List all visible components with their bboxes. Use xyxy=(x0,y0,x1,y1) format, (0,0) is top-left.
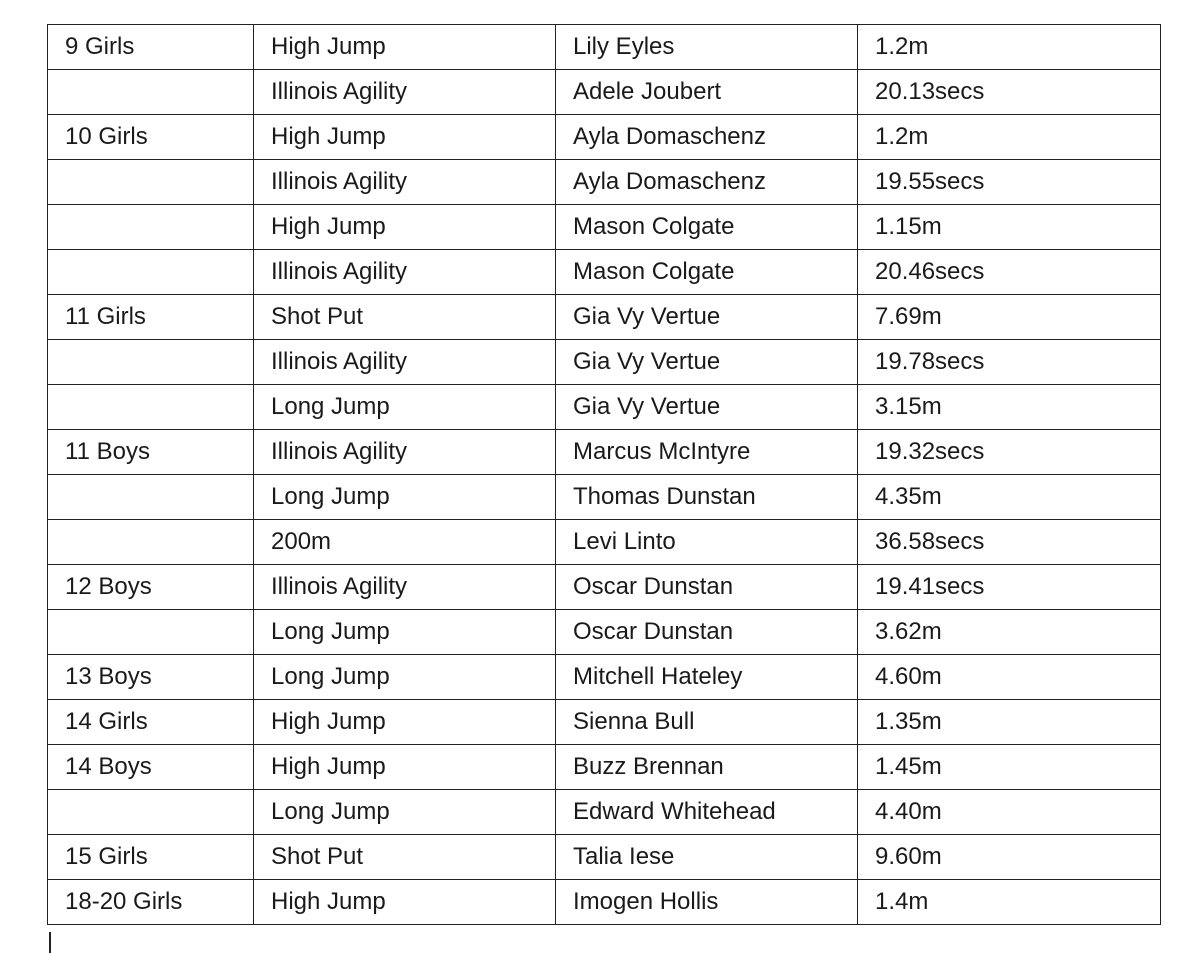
athlete-cell[interactable]: Imogen Hollis xyxy=(556,880,858,925)
age-group-cell[interactable] xyxy=(48,475,254,520)
result-cell[interactable]: 1.15m xyxy=(858,205,1161,250)
table-row xyxy=(48,25,1161,70)
age-group-cell[interactable] xyxy=(48,790,254,835)
result-cell[interactable]: 3.62m xyxy=(858,610,1161,655)
result-cell[interactable]: 1.2m xyxy=(858,25,1161,70)
result-cell[interactable]: 4.60m xyxy=(858,655,1161,700)
event-cell[interactable]: Long Jump xyxy=(254,790,556,835)
event-cell[interactable]: Long Jump xyxy=(254,655,556,700)
age-group-cell[interactable] xyxy=(48,205,254,250)
athlete-cell[interactable]: Mason Colgate xyxy=(556,205,858,250)
event-cell[interactable]: Shot Put xyxy=(254,295,556,340)
table-row xyxy=(48,610,1161,655)
text-cursor[interactable] xyxy=(49,932,51,953)
athlete-cell[interactable]: Adele Joubert xyxy=(556,70,858,115)
athlete-cell[interactable]: Mitchell Hateley xyxy=(556,655,858,700)
table-row xyxy=(48,655,1161,700)
result-cell[interactable]: 19.32secs xyxy=(858,430,1161,475)
result-cell[interactable]: 19.55secs xyxy=(858,160,1161,205)
table-row xyxy=(48,250,1161,295)
event-cell[interactable]: Long Jump xyxy=(254,610,556,655)
table-row xyxy=(48,700,1161,745)
table-row xyxy=(48,475,1161,520)
event-cell[interactable]: Illinois Agility xyxy=(254,565,556,610)
result-cell[interactable]: 1.2m xyxy=(858,115,1161,160)
age-group-cell[interactable]: 14 Boys xyxy=(48,745,254,790)
athlete-cell[interactable]: Ayla Domaschenz xyxy=(556,115,858,160)
event-cell[interactable]: Long Jump xyxy=(254,385,556,430)
age-group-cell[interactable]: 18-20 Girls xyxy=(48,880,254,925)
event-cell[interactable]: High Jump xyxy=(254,700,556,745)
result-cell[interactable]: 19.41secs xyxy=(858,565,1161,610)
table-row xyxy=(48,295,1161,340)
table-row xyxy=(48,205,1161,250)
result-cell[interactable]: 3.15m xyxy=(858,385,1161,430)
table-row xyxy=(48,835,1161,880)
athlete-cell[interactable]: Buzz Brennan xyxy=(556,745,858,790)
event-cell[interactable]: Long Jump xyxy=(254,475,556,520)
age-group-cell[interactable] xyxy=(48,610,254,655)
age-group-cell[interactable]: 12 Boys xyxy=(48,565,254,610)
age-group-cell[interactable]: 13 Boys xyxy=(48,655,254,700)
event-cell[interactable]: High Jump xyxy=(254,205,556,250)
table-row xyxy=(48,430,1161,475)
result-cell[interactable]: 19.78secs xyxy=(858,340,1161,385)
athlete-cell[interactable]: Thomas Dunstan xyxy=(556,475,858,520)
event-cell[interactable]: High Jump xyxy=(254,880,556,925)
age-group-cell[interactable] xyxy=(48,340,254,385)
event-cell[interactable]: 200m xyxy=(254,520,556,565)
event-cell[interactable]: High Jump xyxy=(254,745,556,790)
age-group-cell[interactable]: 15 Girls xyxy=(48,835,254,880)
table-row xyxy=(48,790,1161,835)
age-group-cell[interactable] xyxy=(48,160,254,205)
age-group-cell[interactable]: 10 Girls xyxy=(48,115,254,160)
result-cell[interactable]: 4.40m xyxy=(858,790,1161,835)
table-row xyxy=(48,385,1161,430)
event-cell[interactable]: Illinois Agility xyxy=(254,340,556,385)
event-cell[interactable]: Illinois Agility xyxy=(254,70,556,115)
athlete-cell[interactable]: Gia Vy Vertue xyxy=(556,385,858,430)
result-cell[interactable]: 36.58secs xyxy=(858,520,1161,565)
event-cell[interactable]: Shot Put xyxy=(254,835,556,880)
result-cell[interactable]: 1.45m xyxy=(858,745,1161,790)
table-row xyxy=(48,520,1161,565)
table-row xyxy=(48,565,1161,610)
age-group-cell[interactable]: 14 Girls xyxy=(48,700,254,745)
event-cell[interactable]: High Jump xyxy=(254,25,556,70)
table-row xyxy=(48,745,1161,790)
age-group-cell[interactable]: 11 Girls xyxy=(48,295,254,340)
table-row xyxy=(48,340,1161,385)
athlete-cell[interactable]: Sienna Bull xyxy=(556,700,858,745)
athlete-cell[interactable]: Marcus McIntyre xyxy=(556,430,858,475)
athlete-cell[interactable]: Lily Eyles xyxy=(556,25,858,70)
result-cell[interactable]: 1.4m xyxy=(858,880,1161,925)
event-cell[interactable]: Illinois Agility xyxy=(254,430,556,475)
athlete-cell[interactable]: Mason Colgate xyxy=(556,250,858,295)
athlete-cell[interactable]: Oscar Dunstan xyxy=(556,565,858,610)
table-row xyxy=(48,880,1161,925)
athlete-cell[interactable]: Ayla Domaschenz xyxy=(556,160,858,205)
result-cell[interactable]: 4.35m xyxy=(858,475,1161,520)
athlete-cell[interactable]: Gia Vy Vertue xyxy=(556,340,858,385)
result-cell[interactable]: 20.46secs xyxy=(858,250,1161,295)
event-cell[interactable]: Illinois Agility xyxy=(254,250,556,295)
athlete-cell[interactable]: Gia Vy Vertue xyxy=(556,295,858,340)
result-cell[interactable]: 1.35m xyxy=(858,700,1161,745)
event-cell[interactable]: High Jump xyxy=(254,115,556,160)
age-group-cell[interactable] xyxy=(48,520,254,565)
athlete-cell[interactable]: Talia Iese xyxy=(556,835,858,880)
athlete-cell[interactable]: Edward Whitehead xyxy=(556,790,858,835)
age-group-cell[interactable] xyxy=(48,70,254,115)
result-cell[interactable]: 20.13secs xyxy=(858,70,1161,115)
results-table-body xyxy=(48,25,1161,925)
table-row xyxy=(48,115,1161,160)
athlete-cell[interactable]: Levi Linto xyxy=(556,520,858,565)
result-cell[interactable]: 7.69m xyxy=(858,295,1161,340)
result-cell[interactable]: 9.60m xyxy=(858,835,1161,880)
age-group-cell[interactable] xyxy=(48,250,254,295)
age-group-cell[interactable]: 11 Boys xyxy=(48,430,254,475)
table-row xyxy=(48,70,1161,115)
age-group-cell[interactable]: 9 Girls xyxy=(48,25,254,70)
athlete-cell[interactable]: Oscar Dunstan xyxy=(556,610,858,655)
age-group-cell[interactable] xyxy=(48,385,254,430)
results-table xyxy=(47,24,1161,925)
table-row xyxy=(48,160,1161,205)
event-cell[interactable]: Illinois Agility xyxy=(254,160,556,205)
